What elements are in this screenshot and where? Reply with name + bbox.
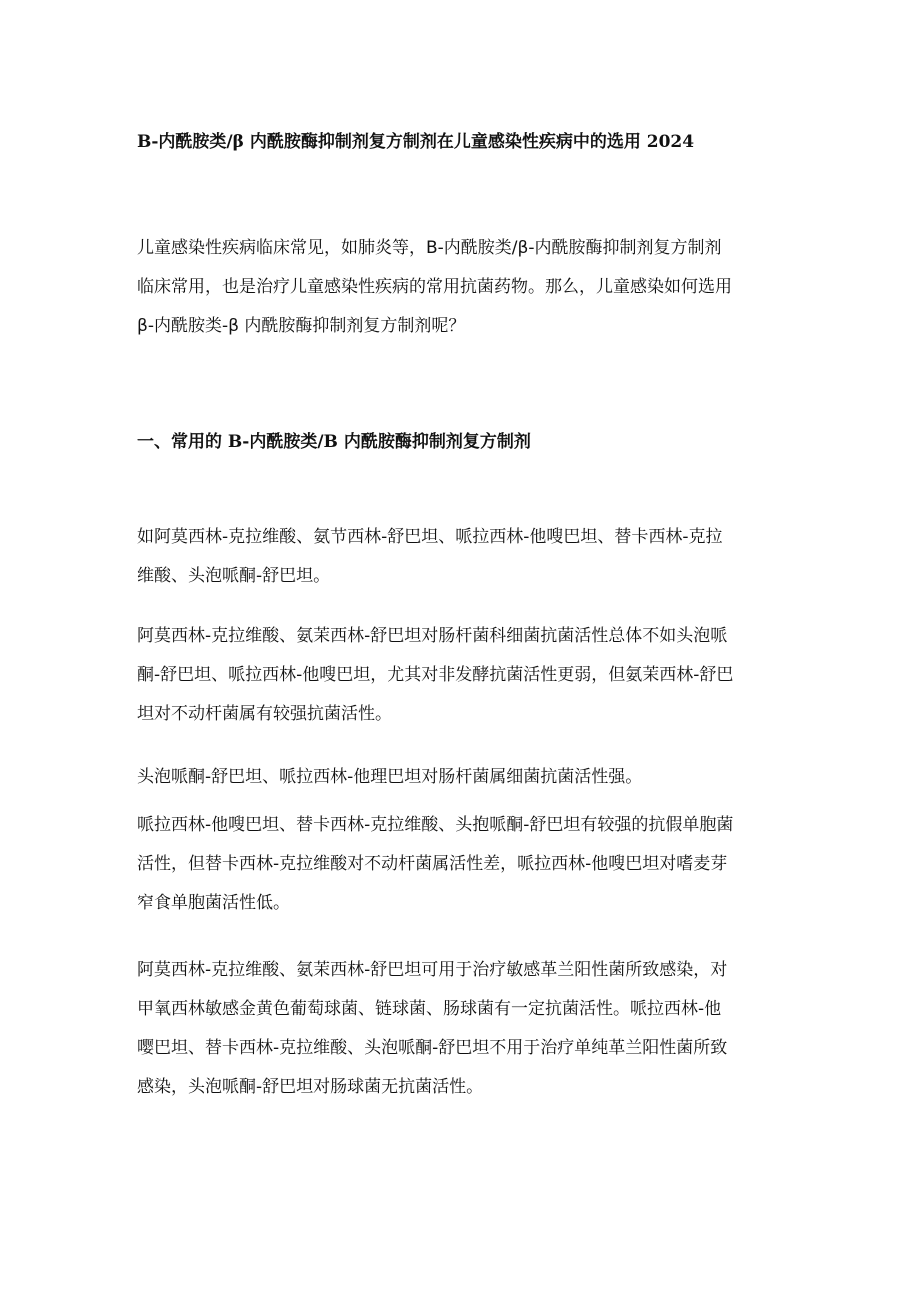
intro-line: 临床常用，也是治疗儿童感染性疾病的常用抗菌药物。那么，儿童感染如何选用 — [137, 277, 732, 297]
document-title: Β-内酰胺类/β 内酰胺酶抑制剂复方制剂在儿童感染性疾病中的选用 2024 — [137, 132, 695, 152]
paragraph-line: 头泡哌酮-舒巴坦、哌拉西林-他理巴坦对肠杆菌属细菌抗菌活性强。 — [137, 767, 643, 787]
paragraph-2 — [137, 617, 787, 734]
paragraph-line: 阿莫西林-克拉维酸、氨茉西林-舒巴坦对肠杆菌科细菌抗菌活性总体不如头泡哌 — [137, 626, 728, 646]
paragraph-line: 活性，但替卡西林-克拉维酸对不动杆菌属活性差，哌拉西林-他嗖巴坦对嗜麦芽 — [137, 854, 728, 874]
paragraph-line: 酮-舒巴坦、哌拉西林-他嗖巴坦，尤其对非发酵抗菌活性更弱，但氨茉西林-舒巴 — [137, 665, 734, 685]
paragraph-line: 如阿莫西林-克拉维酸、氨节西林-舒巴坦、哌拉西林-他嗖巴坦、替卡西林-克拉 — [137, 527, 723, 547]
section-heading: 一、常用的 Β-内酰胺类/Β 内酰胺酶抑制剂复方制剂 — [137, 432, 531, 452]
paragraph-line: 嘤巴坦、替卡西林-克拉维酸、头泡哌酮-舒巴坦不用于治疗单纯革兰阳性菌所致 — [137, 1038, 728, 1058]
paragraph-4 — [137, 806, 787, 923]
intro-paragraph — [137, 229, 787, 346]
paragraph-line: 坦对不动杆菌属有较强抗菌活性。 — [137, 704, 392, 724]
paragraph-line: 甲氧西林敏感金黄色葡萄球菌、链球菌、肠球菌有一定抗菌活性。哌拉西林-他 — [137, 999, 722, 1019]
paragraph-line: 哌拉西林-他嗖巴坦、替卡西林-克拉维酸、头抱哌酮-舒巴坦有较强的抗假单胞菌 — [137, 815, 734, 835]
paragraph-3 — [137, 758, 787, 797]
paragraph-line: 维酸、头泡哌酮-舒巴坦。 — [137, 566, 331, 586]
paragraph-line: 感染，头泡哌酮-舒巴坦对肠球菌无抗菌活性。 — [137, 1077, 484, 1097]
intro-line: 儿童感染性疾病临床常见，如肺炎等，Β-内酰胺类/β-内酰胺酶抑制剂复方制剂 — [137, 238, 722, 258]
paragraph-1 — [137, 518, 787, 596]
paragraph-line: 阿莫西林-克拉维酸、氨茉西林-舒巴坦可用于治疗敏感革兰阳性菌所致感染，对 — [137, 960, 728, 980]
intro-line: β-内酰胺类-β 内酰胺酶抑制剂复方制剂呢？ — [137, 316, 466, 336]
paragraph-5 — [137, 951, 787, 1107]
paragraph-line: 窄食单胞菌活性低。 — [137, 893, 290, 913]
